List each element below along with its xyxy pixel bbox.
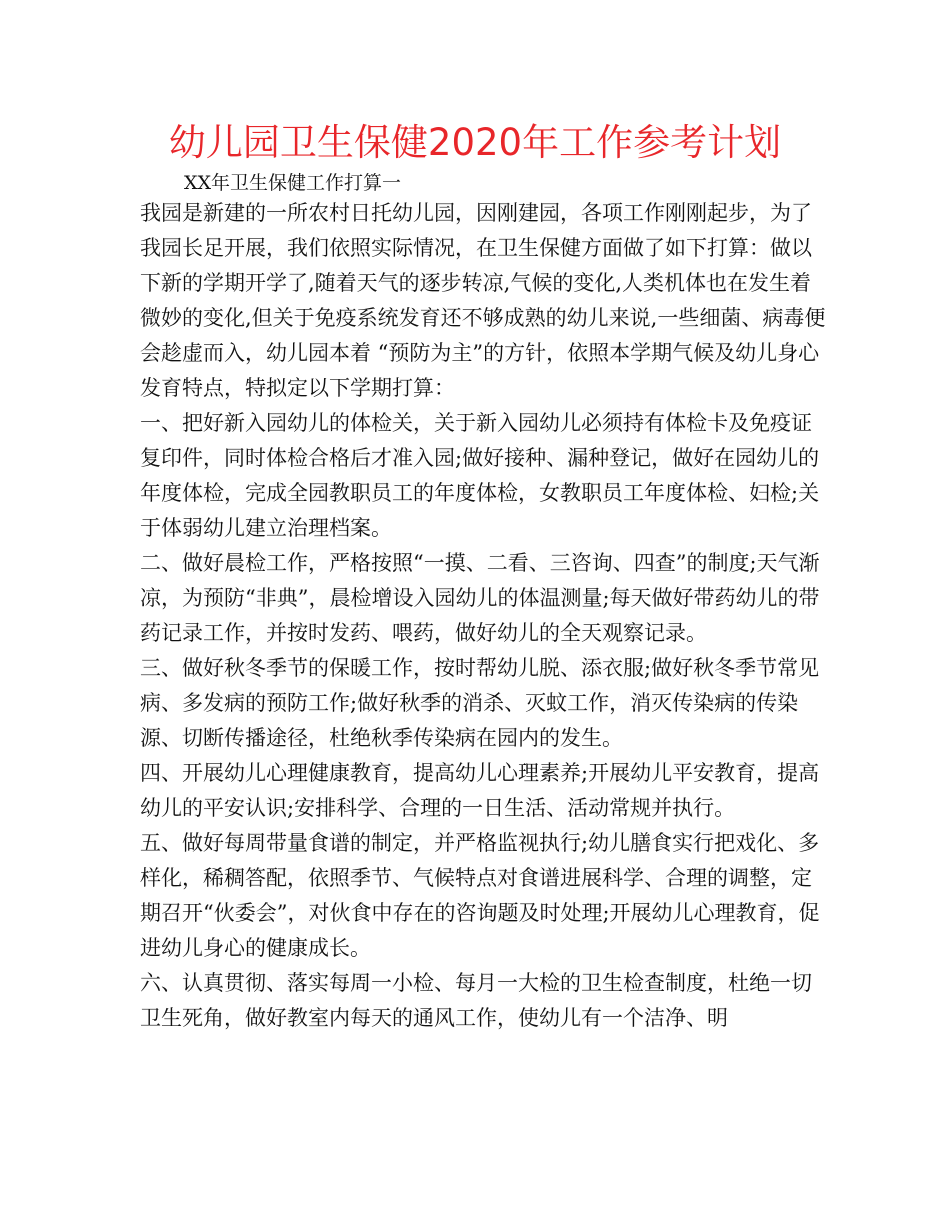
paragraph-item-3: 三、做好秋冬季节的保暖工作，按时帮幼儿脱、添衣服;做好秋冬季节常见病、多发病的预防工作;做好秋季的消杀、灭蚊工作，消灭传染病的传染源、切断传播途径，杜绝秋季传染病在园内的发生。 [140,656,820,750]
paragraph-item-1: 一、把好新入园幼儿的体检关，关于新入园幼儿必须持有体检卡及免疫证复印件，同时体检合格后才准入园;做好接种、漏种登记，做好在园幼儿的年度体检，完成全园教职员工的年度体检，女教职员工年度体检、妇检;关于体弱幼儿建立治理档案。 [140,411,820,540]
paragraph-item-6: 六、认真贯彻、落实每周一小检、每月一大检的卫生检查制度，杜绝一切卫生死角，做好教室内每天的通风工作，使幼儿有一个洁净、明 [140,971,812,1030]
paragraph-item-5: 五、做好每周带量食谱的制定，并严格监视执行;幼儿膳食实行把戏化、多样化，稀稠答配，依照季节、气候特点对食谱进展科学、合理的调整，定期召开“伙委会”，对伙食中存在的咨询题及时处理;开展幼儿心理教育，促进幼儿身心的健康成长。 [140,831,820,960]
document-title: 幼儿园卫生保健2020年工作参考计划 [168,121,782,164]
document-body [140,196,830,1036]
document-subtitle: XX年卫生保健工作打算一 [184,172,402,194]
paragraph-item-4: 四、开展幼儿心理健康教育，提高幼儿心理素养;开展幼儿平安教育，提高幼儿的平安认识;安排科学、合理的一日生活、活动常规并执行。 [140,761,820,820]
paragraph-intro: 我园是新建的一所农村日托幼儿园，因刚建园，各项工作刚刚起步，为了我园长足开展，我们依照实际情况，在卫生保健方面做了如下打算：做以下新的学期开学了,随着天气的逐步转凉,气候的变化,人类机体也在发生着微妙的变化,但关于免疫系统发育还不够成熟的幼儿来说,一些细菌、病毒便会趁虚而入，幼儿园本着 “预防为主”的方针，依照本学期气候及幼儿身心发育特点，特拟定以下学期打算： [140,201,826,400]
paragraph-item-2: 二、做好晨检工作，严格按照“一摸、二看、三咨询、四查”的制度;天气渐凉，为预防“非典”，晨检增设入园幼儿的体温测量;每天做好带药幼儿的带药记录工作，并按时发药、喂药，做好幼儿的全天观察记录。 [140,551,820,645]
